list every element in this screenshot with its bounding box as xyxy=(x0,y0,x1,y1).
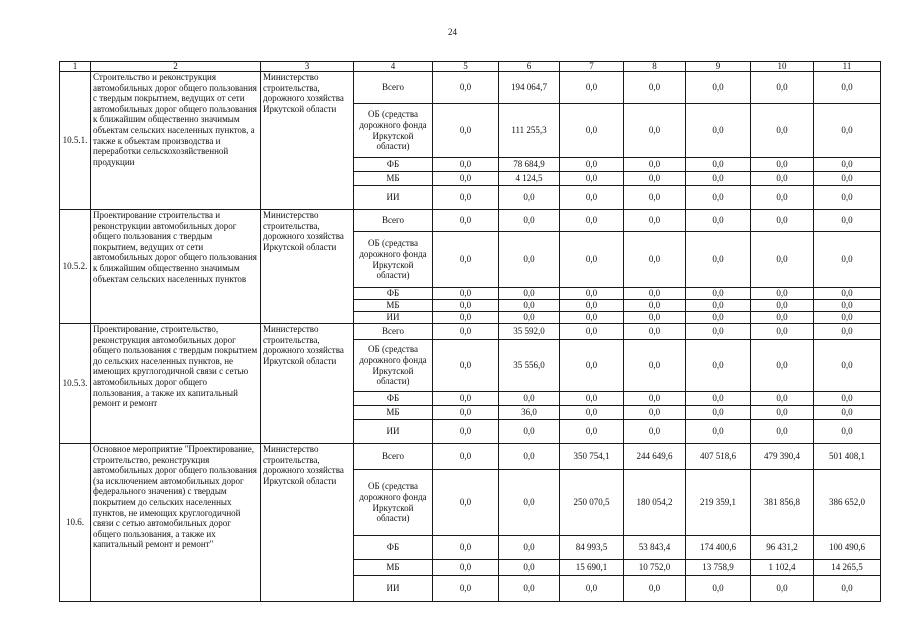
value-cell: 0,0 xyxy=(433,406,499,420)
header-row xyxy=(60,62,881,72)
value-cell: 0,0 xyxy=(560,392,624,406)
value-cell: 0,0 xyxy=(624,232,686,288)
value-cell: 0,0 xyxy=(624,158,686,172)
value-cell: 0,0 xyxy=(751,104,814,158)
value-cell: 0,0 xyxy=(814,324,881,340)
value-cell: 0,0 xyxy=(814,210,881,232)
item-number: 10.6. xyxy=(60,444,91,602)
value-cell: 0,0 xyxy=(814,232,881,288)
value-cell: 0,0 xyxy=(433,340,499,392)
value-cell: 0,0 xyxy=(560,186,624,210)
value-cell: 0,0 xyxy=(624,420,686,444)
value-cell: 0,0 xyxy=(433,576,499,602)
funding-source: Всего xyxy=(354,324,433,340)
funding-source: ИИ xyxy=(354,576,433,602)
item-number: 10.5.1. xyxy=(60,72,91,210)
value-cell: 0,0 xyxy=(814,576,881,602)
value-cell: 0,0 xyxy=(686,576,751,602)
value-cell: 0,0 xyxy=(433,420,499,444)
value-cell: 0,0 xyxy=(499,312,560,324)
value-cell: 386 652,0 xyxy=(814,470,881,536)
value-cell: 0,0 xyxy=(624,406,686,420)
value-cell: 0,0 xyxy=(624,300,686,312)
value-cell: 0,0 xyxy=(686,340,751,392)
value-cell: 0,0 xyxy=(499,186,560,210)
value-cell: 0,0 xyxy=(686,300,751,312)
value-cell: 0,0 xyxy=(560,576,624,602)
value-cell: 0,0 xyxy=(814,158,881,172)
value-cell: 0,0 xyxy=(751,288,814,300)
budget-table xyxy=(59,61,881,602)
value-cell: 0,0 xyxy=(751,232,814,288)
column-header: 6 xyxy=(499,62,560,72)
value-cell: 13 758,9 xyxy=(686,560,751,576)
value-cell: 96 431,2 xyxy=(751,536,814,560)
value-cell: 111 255,3 xyxy=(499,104,560,158)
value-cell: 0,0 xyxy=(433,210,499,232)
value-cell: 0,0 xyxy=(814,104,881,158)
value-cell: 0,0 xyxy=(686,158,751,172)
column-header: 11 xyxy=(814,62,881,72)
value-cell: 0,0 xyxy=(499,210,560,232)
value-cell: 0,0 xyxy=(686,312,751,324)
value-cell: 0,0 xyxy=(433,324,499,340)
value-cell: 0,0 xyxy=(686,232,751,288)
column-header: 9 xyxy=(686,62,751,72)
value-cell: 0,0 xyxy=(433,186,499,210)
funding-source: ОБ (средства дорожного фонда Иркутской области) xyxy=(354,470,433,536)
value-cell: 0,0 xyxy=(814,172,881,186)
value-cell: 0,0 xyxy=(814,312,881,324)
column-header: 2 xyxy=(91,62,261,72)
value-cell: 244 649,6 xyxy=(624,444,686,470)
table-row xyxy=(60,72,881,104)
value-cell: 0,0 xyxy=(624,186,686,210)
item-description: Основное мероприятие "Проектирование, строительство, реконструкция автомобильных дорог общего пользования (за исключением автомобильных дорог федерального значения) с твердым покрытием до сельских населенных пунктов, не имеющих круглогодичной связи с сетью автомобильных дорог общего пользования, а также их капитальный ремонт и ремонт" xyxy=(91,444,261,602)
value-cell: 0,0 xyxy=(560,300,624,312)
value-cell: 407 518,6 xyxy=(686,444,751,470)
value-cell: 0,0 xyxy=(433,392,499,406)
value-cell: 0,0 xyxy=(624,104,686,158)
value-cell: 0,0 xyxy=(751,340,814,392)
item-description: Строительство и реконструкция автомобильных дорог общего пользования с твердым покрытием, ведущих от сети автомобильных дорог общего пользования к ближайшим общественно значимым объектам сельских населенных пунктов, а также к объектам производства и переработки сельскохозяйственной продукции xyxy=(91,72,261,210)
value-cell: 10 752,0 xyxy=(624,560,686,576)
value-cell: 0,0 xyxy=(751,300,814,312)
value-cell: 0,0 xyxy=(686,406,751,420)
value-cell: 0,0 xyxy=(624,312,686,324)
value-cell: 0,0 xyxy=(686,172,751,186)
value-cell: 0,0 xyxy=(814,288,881,300)
value-cell: 0,0 xyxy=(499,300,560,312)
funding-source: ИИ xyxy=(354,186,433,210)
funding-source: МБ xyxy=(354,172,433,186)
value-cell: 0,0 xyxy=(686,420,751,444)
value-cell: 0,0 xyxy=(433,232,499,288)
value-cell: 0,0 xyxy=(751,324,814,340)
value-cell: 0,0 xyxy=(560,406,624,420)
funding-source: ФБ xyxy=(354,392,433,406)
value-cell: 0,0 xyxy=(433,104,499,158)
value-cell: 0,0 xyxy=(433,72,499,104)
table-row xyxy=(60,444,881,470)
funding-source: ИИ xyxy=(354,312,433,324)
value-cell: 0,0 xyxy=(433,158,499,172)
funding-source: МБ xyxy=(354,560,433,576)
value-cell: 0,0 xyxy=(624,288,686,300)
item-description: Проектирование строительства и реконструкции автомобильных дорог общего пользования с твердым покрытием, ведущих от сети автомобильных дорог общего пользования к ближайшим общественно значимым объектам сельских населенных пунктов xyxy=(91,210,261,324)
item-number: 10.5.2. xyxy=(60,210,91,324)
column-header: 1 xyxy=(60,62,91,72)
value-cell: 0,0 xyxy=(433,560,499,576)
value-cell: 53 843,4 xyxy=(624,536,686,560)
value-cell: 0,0 xyxy=(751,72,814,104)
value-cell: 0,0 xyxy=(686,324,751,340)
value-cell: 0,0 xyxy=(751,392,814,406)
value-cell: 479 390,4 xyxy=(751,444,814,470)
value-cell: 0,0 xyxy=(560,420,624,444)
value-cell: 1 102,4 xyxy=(751,560,814,576)
value-cell: 0,0 xyxy=(751,186,814,210)
value-cell: 501 408,1 xyxy=(814,444,881,470)
value-cell: 0,0 xyxy=(560,232,624,288)
value-cell: 0,0 xyxy=(814,420,881,444)
value-cell: 0,0 xyxy=(624,72,686,104)
value-cell: 0,0 xyxy=(814,72,881,104)
funding-source: МБ xyxy=(354,406,433,420)
value-cell: 0,0 xyxy=(814,340,881,392)
column-header: 8 xyxy=(624,62,686,72)
value-cell: 0,0 xyxy=(686,210,751,232)
funding-source: Всего xyxy=(354,210,433,232)
value-cell: 0,0 xyxy=(624,340,686,392)
value-cell: 15 690,1 xyxy=(560,560,624,576)
responsible-executor: Министерство строительства, дорожного хозяйства Иркутской области xyxy=(261,210,354,324)
value-cell: 35 592,0 xyxy=(499,324,560,340)
value-cell: 250 070,5 xyxy=(560,470,624,536)
column-header: 10 xyxy=(751,62,814,72)
value-cell: 0,0 xyxy=(624,324,686,340)
value-cell: 0,0 xyxy=(624,392,686,406)
value-cell: 0,0 xyxy=(686,104,751,158)
value-cell: 0,0 xyxy=(686,186,751,210)
column-header: 3 xyxy=(261,62,354,72)
value-cell: 0,0 xyxy=(499,444,560,470)
value-cell: 350 754,1 xyxy=(560,444,624,470)
value-cell: 0,0 xyxy=(751,420,814,444)
item-number: 10.5.3. xyxy=(60,324,91,444)
value-cell: 0,0 xyxy=(751,158,814,172)
value-cell: 381 856,8 xyxy=(751,470,814,536)
value-cell: 14 265,5 xyxy=(814,560,881,576)
value-cell: 0,0 xyxy=(560,312,624,324)
funding-source: ФБ xyxy=(354,288,433,300)
value-cell: 174 400,6 xyxy=(686,536,751,560)
value-cell: 0,0 xyxy=(751,312,814,324)
item-description: Проектирование, строительство, реконструкция автомобильных дорог общего пользования с твердым покрытием до сельских населенных пунктов, не имеющих круглогодичной связи с сетью автомобильных дорог общего пользования, а также их капитальный ремонт и ремонт xyxy=(91,324,261,444)
responsible-executor: Министерство строительства, дорожного хозяйства Иркутской области xyxy=(261,72,354,210)
value-cell: 0,0 xyxy=(560,340,624,392)
value-cell: 0,0 xyxy=(499,560,560,576)
funding-source: ФБ xyxy=(354,158,433,172)
value-cell: 0,0 xyxy=(433,288,499,300)
value-cell: 84 993,5 xyxy=(560,536,624,560)
value-cell: 0,0 xyxy=(560,172,624,186)
value-cell: 100 490,6 xyxy=(814,536,881,560)
value-cell: 4 124,5 xyxy=(499,172,560,186)
value-cell: 0,0 xyxy=(560,210,624,232)
column-header: 5 xyxy=(433,62,499,72)
funding-source: ОБ (средства дорожного фонда Иркутской области) xyxy=(354,340,433,392)
value-cell: 0,0 xyxy=(433,470,499,536)
value-cell: 0,0 xyxy=(499,536,560,560)
value-cell: 0,0 xyxy=(560,324,624,340)
value-cell: 0,0 xyxy=(499,470,560,536)
value-cell: 194 064,7 xyxy=(499,72,560,104)
value-cell: 0,0 xyxy=(751,406,814,420)
value-cell: 0,0 xyxy=(686,72,751,104)
value-cell: 0,0 xyxy=(433,444,499,470)
value-cell: 0,0 xyxy=(814,186,881,210)
value-cell: 0,0 xyxy=(560,72,624,104)
page-number: 24 xyxy=(448,27,457,37)
value-cell: 0,0 xyxy=(433,300,499,312)
value-cell: 0,0 xyxy=(499,420,560,444)
funding-source: Всего xyxy=(354,72,433,104)
value-cell: 0,0 xyxy=(624,576,686,602)
value-cell: 180 054,2 xyxy=(624,470,686,536)
value-cell: 0,0 xyxy=(814,392,881,406)
value-cell: 0,0 xyxy=(433,172,499,186)
funding-source: ФБ xyxy=(354,536,433,560)
value-cell: 0,0 xyxy=(560,158,624,172)
funding-source: ОБ (средства дорожного фонда Иркутской области) xyxy=(354,232,433,288)
value-cell: 0,0 xyxy=(499,576,560,602)
funding-source: ИИ xyxy=(354,420,433,444)
column-header: 7 xyxy=(560,62,624,72)
value-cell: 0,0 xyxy=(751,172,814,186)
value-cell: 0,0 xyxy=(499,288,560,300)
value-cell: 0,0 xyxy=(751,210,814,232)
value-cell: 0,0 xyxy=(499,392,560,406)
value-cell: 0,0 xyxy=(814,406,881,420)
value-cell: 0,0 xyxy=(560,288,624,300)
value-cell: 0,0 xyxy=(499,232,560,288)
value-cell: 78 684,9 xyxy=(499,158,560,172)
funding-source: Всего xyxy=(354,444,433,470)
value-cell: 35 556,0 xyxy=(499,340,560,392)
responsible-executor: Министерство строительства, дорожного хозяйства Иркутской области xyxy=(261,324,354,444)
funding-source: ОБ (средства дорожного фонда Иркутской области) xyxy=(354,104,433,158)
funding-source: МБ xyxy=(354,300,433,312)
value-cell: 0,0 xyxy=(433,536,499,560)
value-cell: 0,0 xyxy=(686,288,751,300)
value-cell: 0,0 xyxy=(686,392,751,406)
value-cell: 0,0 xyxy=(433,312,499,324)
column-header: 4 xyxy=(354,62,433,72)
responsible-executor: Министерство строительства, дорожного хозяйства Иркутской области xyxy=(261,444,354,602)
value-cell: 0,0 xyxy=(560,104,624,158)
table-row xyxy=(60,210,881,232)
table-row xyxy=(60,324,881,340)
value-cell: 0,0 xyxy=(624,210,686,232)
value-cell: 0,0 xyxy=(814,300,881,312)
value-cell: 0,0 xyxy=(624,172,686,186)
value-cell: 0,0 xyxy=(751,576,814,602)
value-cell: 36,0 xyxy=(499,406,560,420)
value-cell: 219 359,1 xyxy=(686,470,751,536)
